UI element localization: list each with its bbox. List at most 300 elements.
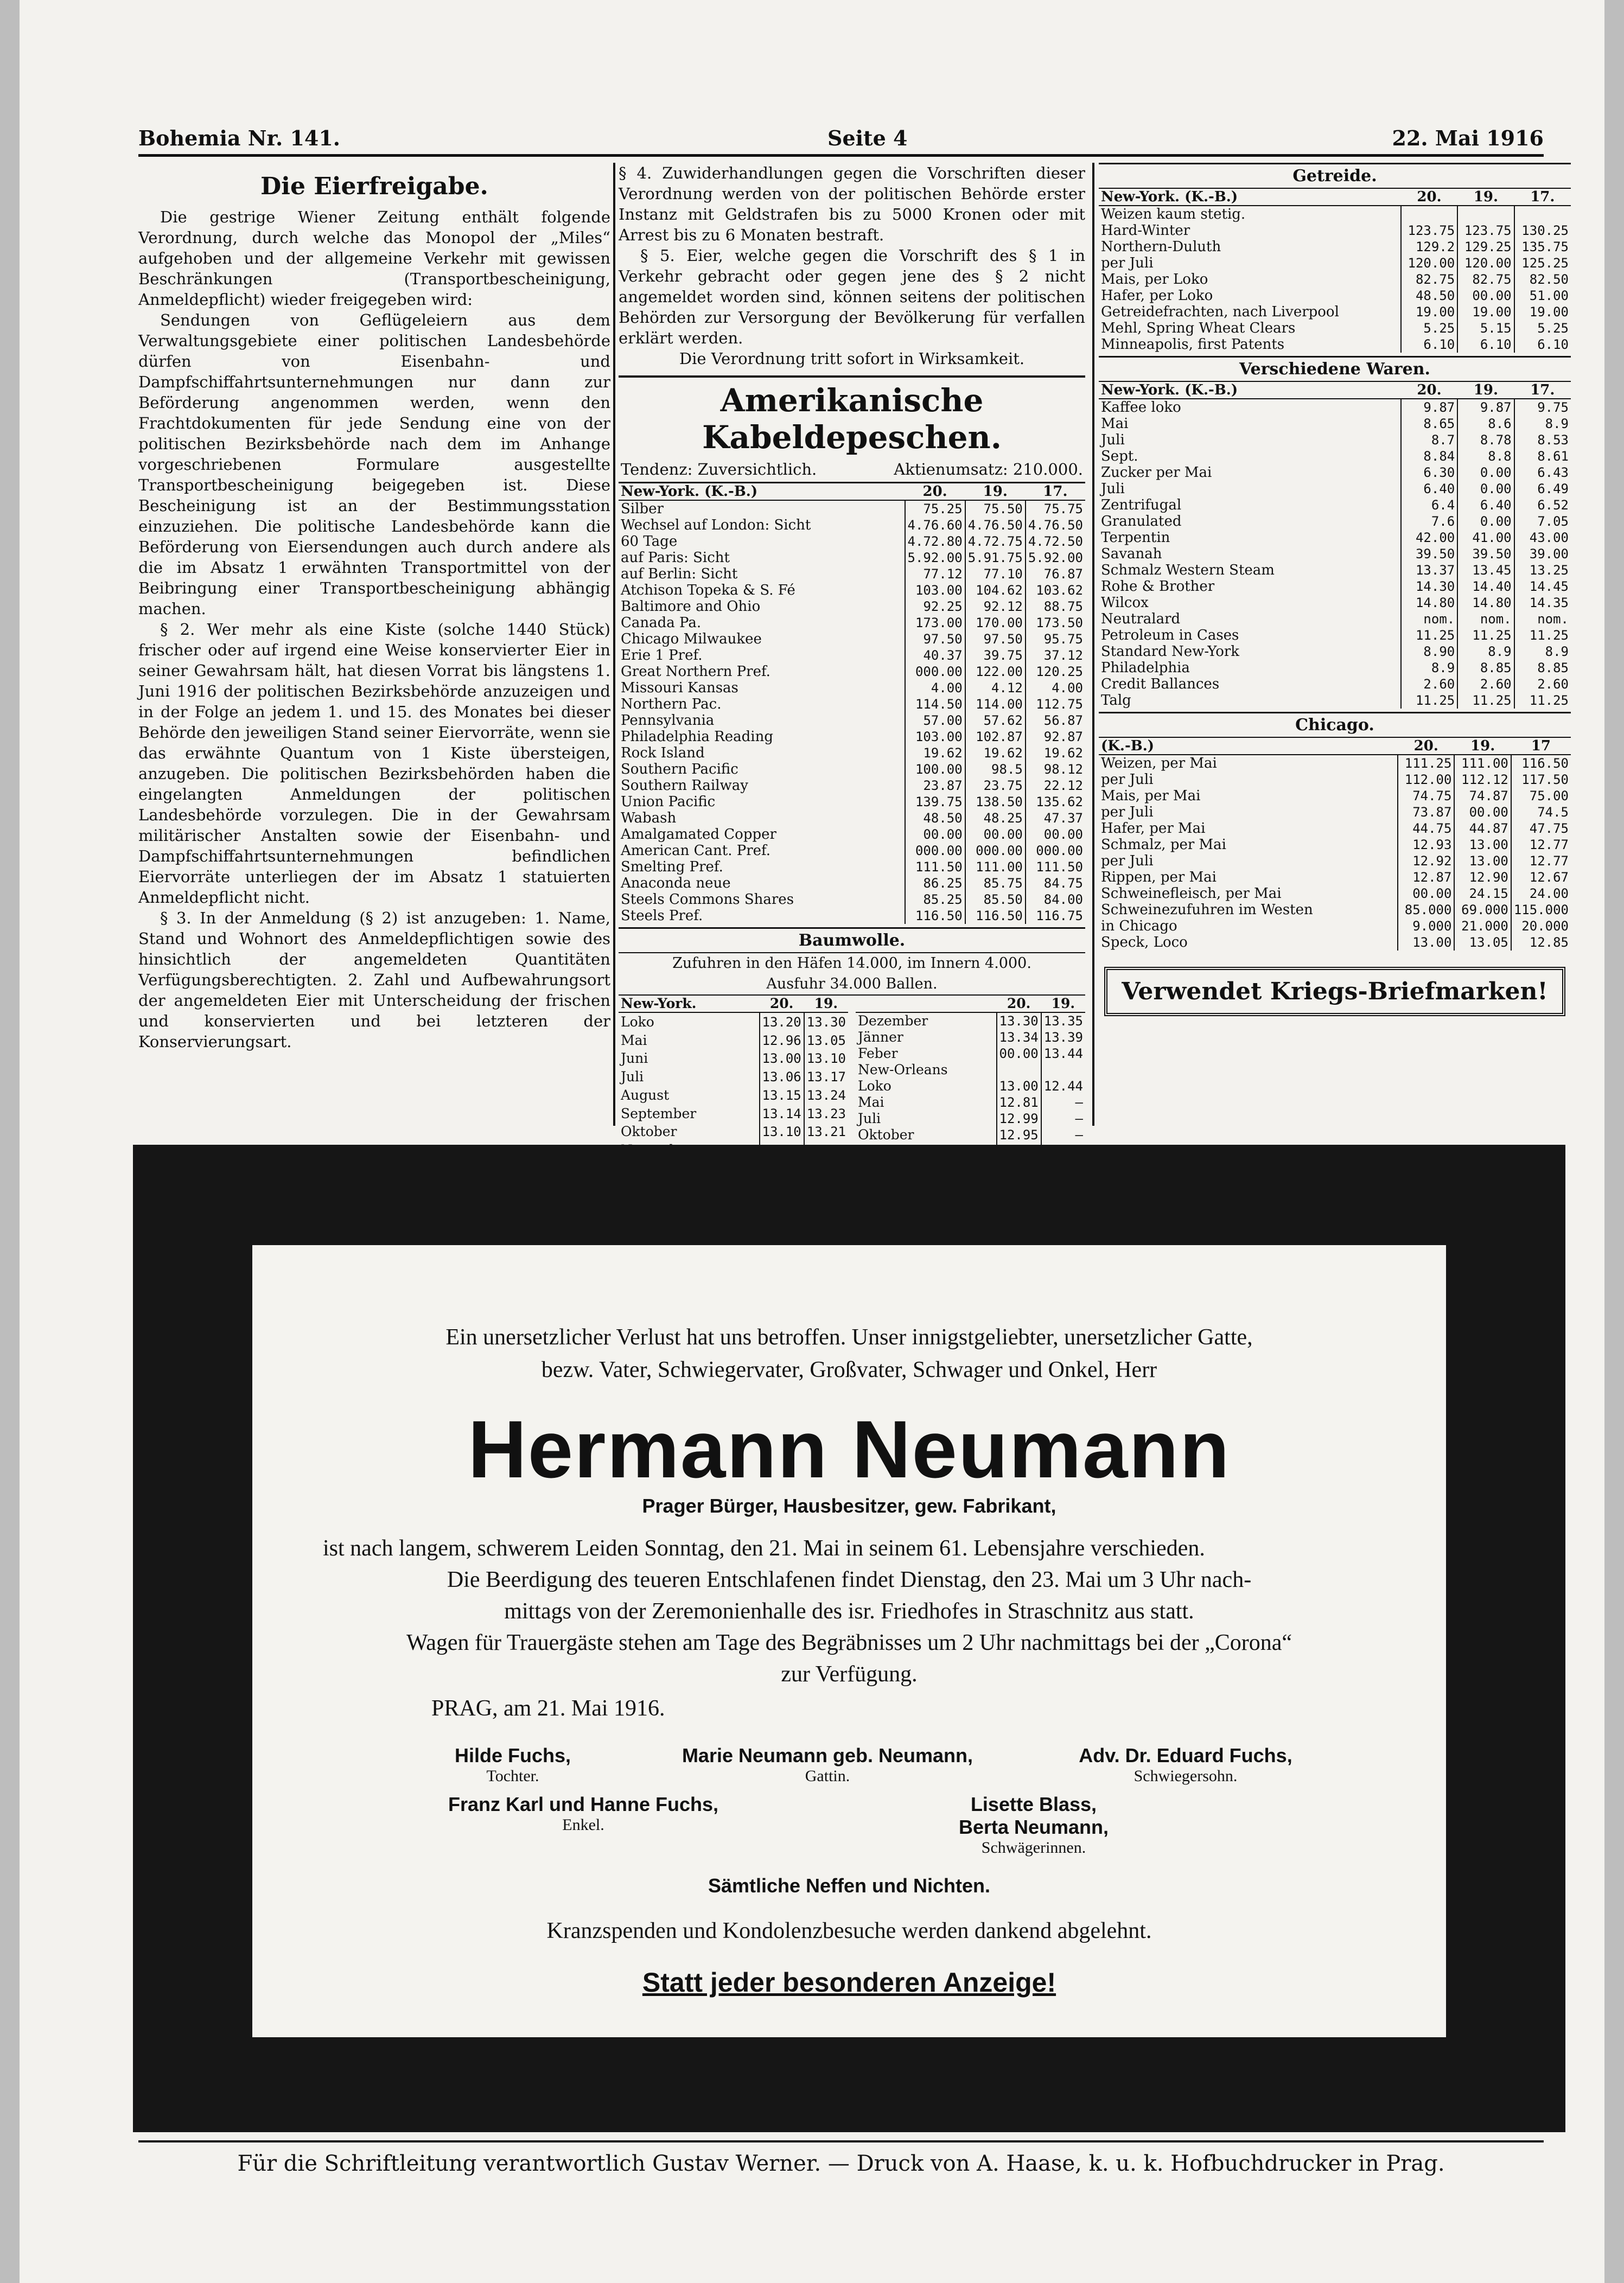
table-row <box>619 859 1085 875</box>
row-value: 13.00 <box>760 1050 804 1068</box>
row-value: 111.00 <box>1454 755 1511 771</box>
row-label: Atchison Topeka & S. Fé <box>621 582 795 598</box>
table-row <box>1099 853 1571 869</box>
row-value: 11.25 <box>1457 692 1514 709</box>
row-value: 39.00 <box>1514 546 1571 562</box>
table-row <box>1099 869 1571 885</box>
row-value: 173.00 <box>905 615 965 631</box>
row-label: September <box>621 1105 697 1121</box>
row-value: 120.00 <box>1457 255 1514 271</box>
row-label: Schweinezufuhren im Westen <box>1101 902 1313 918</box>
signatory-role: Tochter. <box>486 1767 539 1785</box>
table-row <box>1099 595 1571 611</box>
row-value: 39.75 <box>965 647 1026 664</box>
row-value: 5.92.00 <box>905 550 965 566</box>
row-value: 8.90 <box>1401 643 1457 660</box>
signatory-role: Schwiegersohn. <box>1133 1767 1238 1785</box>
row-label: Steels Pref. <box>621 908 703 924</box>
table-row <box>619 1050 848 1068</box>
row-label: Wechsel auf London: Sicht <box>621 517 811 533</box>
header-issue: Bohemia Nr. 141. <box>138 126 341 150</box>
signatory <box>415 1793 752 1834</box>
article-paragraph: § 2. Wer mehr als eine Kiste (solche 1440 Stück) frischer oder auf irgend eine Weise konservierter Eier in seiner Gewahrsam hält, hat diesen Vorrat bis längstens 1. Juni 1916 der politischen Bezirksbehörde anzuzeigen und in der Folge an jedem 1. und 15. des Monates bei dieser Behörde den jeweiligen Stand seiner Eiervorräte, wenn sie das erwähnte Quantum von 1 Kiste übersteigen, anzugeben. Die politischen Bezirksbehörden haben die eingelangten Anmeldungen der politischen Landesbehörde vorzulegen. Die in der Gewahrsam militärischer Anstalten sowie der Eisenbahn- und Dampfschiffahrtsunternehmungen befindlichen Eiervorräte unterliegen der im Absatz 1 statuierten Anmeldepflicht nicht. <box>138 620 610 907</box>
row-value: 8.61 <box>1514 448 1571 464</box>
left-margin-shadow <box>0 0 20 2283</box>
row-value: 112.75 <box>1026 696 1085 712</box>
cable-title: Amerikanische Kabeldepeschen. <box>619 375 1085 456</box>
row-value: 92.87 <box>1026 729 1085 745</box>
row-value: 12.99 <box>997 1111 1041 1127</box>
table-row <box>1099 464 1571 481</box>
table-header-row <box>1099 189 1571 206</box>
row-value: 103.00 <box>905 582 965 598</box>
signatory <box>1045 1744 1327 1785</box>
row-label: Hafer, per Loko <box>1101 288 1213 304</box>
table-row <box>619 680 1085 696</box>
row-value: 4.72.80 <box>905 533 965 550</box>
header-date: 22. Mai 1916 <box>1392 126 1544 150</box>
row-value: 14.30 <box>1401 578 1457 595</box>
row-label: Baltimore and Ohio <box>621 598 761 615</box>
signatory-role: Enkel. <box>562 1816 604 1834</box>
table-row <box>619 615 1085 631</box>
row-label: Zentrifugal <box>1101 497 1182 513</box>
table-row <box>856 1078 1085 1094</box>
table-row <box>1099 481 1571 497</box>
table-row <box>619 1031 848 1050</box>
row-label: New-Orleans <box>858 1062 948 1077</box>
table-row <box>1099 692 1571 709</box>
row-value: 0.00 <box>1457 464 1514 481</box>
table-row <box>619 761 1085 777</box>
row-value: 8.53 <box>1514 432 1571 448</box>
row-label: Mais, per Loko <box>1101 271 1208 288</box>
row-label: Juli <box>1101 481 1125 497</box>
obituary-line: Die Beerdigung des teueren Entschlafenen findet Dienstag, den 23. Mai um 3 Uhr nach- <box>447 1567 1252 1592</box>
table-header-cell: 19. <box>965 483 1026 500</box>
row-value: 4.76.50 <box>1026 517 1085 533</box>
row-value: 135.62 <box>1026 794 1085 810</box>
cotton-table-right <box>856 996 1085 1159</box>
row-value: 12.77 <box>1511 853 1571 869</box>
row-label: per Juli <box>1101 771 1154 788</box>
row-value: 77.10 <box>965 566 1026 582</box>
chicago-table-body <box>1099 755 1571 951</box>
row-value: 114.50 <box>905 696 965 712</box>
table-row <box>1099 271 1571 288</box>
obituary-line: Wagen für Trauergäste stehen am Tage des Begräbnisses um 2 Uhr nachmittags bei der „Corona“ <box>406 1630 1292 1655</box>
row-label: Loko <box>858 1078 891 1094</box>
row-value: 19.00 <box>1401 304 1457 320</box>
row-value: 97.50 <box>965 631 1026 647</box>
stock-table <box>619 483 1085 924</box>
row-label: auf Paris: Sicht <box>621 550 730 566</box>
row-value: 14.35 <box>1514 595 1571 611</box>
signatory <box>252 1874 1446 1897</box>
row-value: 135.75 <box>1514 239 1571 255</box>
table-row <box>619 631 1085 647</box>
cotton-tables <box>619 996 1085 1159</box>
row-value: 00.00 <box>1398 885 1454 902</box>
row-value: 13.20 <box>760 1012 804 1031</box>
obituary-thanks: Kranzspenden und Kondolenzbesuche werden dankend abgelehnt. <box>546 1918 1152 1943</box>
row-label: Mai <box>858 1094 884 1110</box>
table-row <box>619 664 1085 680</box>
row-value <box>1041 1062 1085 1078</box>
table-row <box>619 908 1085 924</box>
row-value: 14.80 <box>1401 595 1457 611</box>
row-value: 13.05 <box>804 1031 848 1050</box>
row-value: 12.67 <box>1511 869 1571 885</box>
row-value: 13.17 <box>804 1068 848 1086</box>
row-value: 116.50 <box>965 908 1026 924</box>
row-value: 14.40 <box>1457 578 1514 595</box>
table-row <box>1099 399 1571 416</box>
table-row <box>619 794 1085 810</box>
row-label: American Cant. Pref. <box>621 843 771 859</box>
row-label: Petroleum in Cases <box>1101 627 1239 643</box>
obituary-intro-line: Ein unersetzlicher Verlust hat uns betroffen. Unser innigstgeliebter, unersetzlicher Gatte, <box>445 1325 1253 1350</box>
row-label: Dezember <box>858 1013 928 1029</box>
goods-table <box>1099 382 1571 709</box>
row-label: Credit Ballances <box>1101 676 1220 692</box>
row-value: 116.50 <box>905 908 965 924</box>
row-value: 129.25 <box>1457 239 1514 255</box>
row-value: 170.00 <box>965 615 1026 631</box>
table-header-cell: 20. <box>905 483 965 500</box>
row-value: 73.87 <box>1398 804 1454 820</box>
row-value: 42.00 <box>1401 530 1457 546</box>
goods-table-body <box>1099 399 1571 709</box>
table-row <box>619 875 1085 891</box>
cotton-line: Ausfuhr 34.000 Ballen. <box>619 974 1085 996</box>
row-value: 103.62 <box>1026 582 1085 598</box>
row-value: 8.78 <box>1457 432 1514 448</box>
row-value: 13.06 <box>760 1068 804 1086</box>
row-label: Juli <box>1101 432 1125 448</box>
row-label: August <box>621 1087 670 1103</box>
row-label: Juli <box>621 1069 644 1085</box>
row-label: Loko <box>621 1013 654 1030</box>
table-row <box>1099 530 1571 546</box>
signatory <box>665 1744 990 1785</box>
table-header-cell: New-York. (K.-B.) <box>1099 382 1401 399</box>
table-row <box>619 1086 848 1105</box>
table-header-row <box>1099 738 1571 755</box>
signatory-name: Adv. Dr. Eduard Fuchs, <box>1079 1744 1292 1767</box>
cotton-line: Zufuhren in den Häfen 14.000, im Innern 4.000. <box>672 955 1031 972</box>
row-value: 125.25 <box>1514 255 1571 271</box>
row-label: Amalgamated Copper <box>621 826 776 843</box>
row-label: Weizen kaum stetig. <box>1101 206 1246 222</box>
row-value: 13.21 <box>804 1123 848 1142</box>
table-row <box>1099 222 1571 239</box>
row-value: 8.9 <box>1514 643 1571 660</box>
row-value: 9.87 <box>1457 399 1514 416</box>
row-value: 123.75 <box>1401 222 1457 239</box>
row-value: 82.75 <box>1401 271 1457 288</box>
table-header-cell: 19. <box>1457 189 1514 206</box>
obituary-line: zur Verfügung. <box>781 1662 918 1687</box>
row-value: 40.37 <box>905 647 965 664</box>
row-value: 2.60 <box>1514 676 1571 692</box>
obituary-notice <box>252 1245 1446 2037</box>
table-row <box>1099 513 1571 530</box>
goods-title: Verschiedene Waren. <box>1099 356 1571 382</box>
row-value: 75.50 <box>965 500 1026 517</box>
row-value: 84.00 <box>1026 891 1085 908</box>
table-header-cell: 20. <box>1398 738 1454 755</box>
row-value: 74.87 <box>1454 788 1511 804</box>
table-row <box>1099 755 1571 771</box>
row-value: 104.62 <box>965 582 1026 598</box>
row-value: 00.00 <box>1457 288 1514 304</box>
table-row <box>619 500 1085 517</box>
cotton-left-body <box>619 1012 848 1159</box>
row-value: 75.25 <box>905 500 965 517</box>
row-label: Sept. <box>1101 448 1138 464</box>
signatory-name: Lisette Blass, <box>970 1793 1097 1815</box>
table-row <box>1099 660 1571 676</box>
table-row <box>856 1029 1085 1045</box>
table-header-cell: 19. <box>1457 382 1514 399</box>
table-row <box>619 533 1085 550</box>
table-row <box>1099 918 1571 934</box>
row-value: 5.25 <box>1401 320 1457 336</box>
cable-tendency <box>619 459 1085 483</box>
article-paragraph: § 3. In der Anmeldung (§ 2) ist anzugeben: 1. Name, Stand und Wohnort des Anmeldepflichtigen sowie des hinsichtlich der angemeldeten Quantitäten Verfügungsberechtigten. 2. Zahl und Aufbewahrungsort der angemeldeten Eier mit Unterscheidung der frischen und konservierten und bei letzteren der Konservierungsart. <box>138 909 610 1051</box>
row-value: 4.00 <box>1026 680 1085 696</box>
table-header-row <box>619 483 1085 500</box>
row-value: nom. <box>1457 611 1514 627</box>
table-row <box>619 891 1085 908</box>
row-value: 00.00 <box>997 1045 1041 1062</box>
table-row <box>619 647 1085 664</box>
row-value: 12.44 <box>1041 1078 1085 1094</box>
row-value: 76.87 <box>1026 566 1085 582</box>
row-value: 74.5 <box>1511 804 1571 820</box>
row-value: 8.6 <box>1457 416 1514 432</box>
table-row <box>1099 676 1571 692</box>
row-value: 8.9 <box>1514 416 1571 432</box>
row-label: Mai <box>1101 416 1129 432</box>
table-row <box>1099 288 1571 304</box>
row-value: 129.2 <box>1401 239 1457 255</box>
row-value: 9.87 <box>1401 399 1457 416</box>
row-value: 13.23 <box>804 1105 848 1123</box>
war-stamps-banner: Verwendet Kriegs-Briefmarken! <box>1104 967 1565 1016</box>
row-value: 6.49 <box>1514 481 1571 497</box>
row-value: 12.85 <box>1511 934 1571 951</box>
table-row <box>619 1123 848 1142</box>
row-value: 12.87 <box>1398 869 1454 885</box>
signatory-role: Gattin. <box>805 1767 850 1785</box>
row-value: 4.72.75 <box>965 533 1026 550</box>
table-header-row <box>856 996 1085 1012</box>
row-value: 4.76.60 <box>905 517 965 533</box>
row-value: nom. <box>1514 611 1571 627</box>
table-row <box>1099 902 1571 918</box>
table-row <box>1099 546 1571 562</box>
row-value: 39.50 <box>1401 546 1457 562</box>
table-row <box>1099 804 1571 820</box>
commodities-column <box>1099 163 1571 1123</box>
signatory-name: Berta Neumann, <box>958 1816 1109 1838</box>
row-value: 56.87 <box>1026 712 1085 729</box>
row-value: 13.39 <box>1041 1029 1085 1045</box>
row-value: 85.50 <box>965 891 1026 908</box>
cotton-table-left <box>619 996 848 1159</box>
row-value: 13.34 <box>997 1029 1041 1045</box>
row-value: 88.75 <box>1026 598 1085 615</box>
article-paragraph: Die Verordnung tritt sofort in Wirksamkeit. <box>679 349 1025 368</box>
table-row <box>1099 788 1571 804</box>
row-label: auf Berlin: Sicht <box>621 566 738 582</box>
row-label: Rippen, per Mai <box>1101 869 1217 885</box>
row-value: 82.75 <box>1457 271 1514 288</box>
table-row <box>1099 336 1571 353</box>
table-header-cell: 17. <box>1514 189 1571 206</box>
row-value: 6.4 <box>1401 497 1457 513</box>
row-value: 9.000 <box>1398 918 1454 934</box>
row-value: 20.000 <box>1511 918 1571 934</box>
header-page-number: Seite 4 <box>827 126 908 150</box>
row-label: per Juli <box>1101 804 1154 820</box>
row-value: 139.75 <box>905 794 965 810</box>
row-value: 138.50 <box>965 794 1026 810</box>
table-header-cell: 17. <box>1026 483 1085 500</box>
row-value: 000.00 <box>905 843 965 859</box>
row-value: 13.44 <box>1041 1045 1085 1062</box>
tendency-label: Tendenz: Zuversichtlich. <box>621 460 817 479</box>
row-value: 19.62 <box>965 745 1026 761</box>
row-value: 13.05 <box>1454 934 1511 951</box>
row-value: 6.52 <box>1514 497 1571 513</box>
grain-table-body <box>1099 206 1571 353</box>
table-row <box>619 1105 848 1123</box>
row-value: 14.80 <box>1457 595 1514 611</box>
table-row <box>1099 416 1571 432</box>
row-value: 4.00 <box>905 680 965 696</box>
row-value <box>1401 206 1457 222</box>
row-value: 111.25 <box>1398 755 1454 771</box>
row-label: Talg <box>1101 692 1131 709</box>
article-paragraph: § 4. Zuwiderhandlungen gegen die Vorschriften dieser Verordnung werden von der politischen Behörde erster Instanz mit Geldstrafen bis zu 5000 Kronen oder mit Arrest bis zu 6 Monaten bestraft. <box>619 164 1085 244</box>
row-value: 9.75 <box>1514 399 1571 416</box>
row-value: 111.50 <box>1026 859 1085 875</box>
signatory <box>893 1793 1175 1857</box>
row-value: 48.25 <box>965 810 1026 826</box>
row-value: 22.12 <box>1026 777 1085 794</box>
row-label: Schweinefleisch, per Mai <box>1101 885 1282 902</box>
signatory <box>415 1744 610 1785</box>
table-header-cell: 20. <box>760 996 804 1012</box>
row-value: 47.75 <box>1511 820 1571 837</box>
row-value: 48.50 <box>1401 288 1457 304</box>
row-value: 98.5 <box>965 761 1026 777</box>
row-value: 6.43 <box>1514 464 1571 481</box>
row-value: 12.96 <box>760 1031 804 1050</box>
table-header-cell: New-York. (K.-B.) <box>619 483 905 500</box>
row-value: 00.00 <box>1026 826 1085 843</box>
row-value: 13.45 <box>1457 562 1514 578</box>
article-paragraph: Sendungen von Geflügeleiern aus dem Verwaltungsgebiete einer politischen Landesbehörde dürfen von Eisenbahn- und Dampfschiffahrtsunternehmungen nur dann zur Beförderung angenommen werden, wenn den Frachtdokumenten für jede Sendung eine von der politischen Bezirksbehörde nach dem im Anhange vorgeschriebenen Formulare ausgestellte Transportbescheinigung beigegeben ist. Diese Bescheinigung ist an der Bestimmungsstation einzuziehen. Die politische Landesbehörde kann die Beförderung von Eiersendungen auch durch andere als die im Absatz 1 erwähnten Transportmittel von der Beibringung einer Transportbescheinigung abhängig machen. <box>138 311 610 618</box>
table-row <box>619 517 1085 533</box>
row-value: 85.75 <box>965 875 1026 891</box>
row-value: 13.30 <box>997 1012 1041 1029</box>
row-value: 19.62 <box>1026 745 1085 761</box>
row-value: 11.25 <box>1401 692 1457 709</box>
row-label: Hard-Winter <box>1101 222 1190 239</box>
obituary-intro-line: bezw. Vater, Schwiegervater, Großvater, Schwager und Onkel, Herr <box>541 1357 1157 1382</box>
row-label: Oktober <box>858 1127 914 1143</box>
row-label: per Juli <box>1101 255 1154 271</box>
row-label: Standard New-York <box>1101 643 1240 660</box>
row-value: — <box>1041 1111 1085 1127</box>
grain-table <box>1099 189 1571 353</box>
table-row <box>1099 934 1571 951</box>
row-value: 5.91.75 <box>965 550 1026 566</box>
row-label: Speck, Loco <box>1101 934 1188 951</box>
row-value: 8.8 <box>1457 448 1514 464</box>
deceased-description: Prager Bürger, Hausbesitzer, gew. Fabrikant, <box>642 1495 1056 1517</box>
row-value: 0.00 <box>1457 513 1514 530</box>
table-header-row <box>1099 382 1571 399</box>
obituary-place-date: PRAG, am 21. Mai 1916. <box>431 1696 665 1721</box>
table-row <box>1099 304 1571 320</box>
table-row <box>1099 771 1571 788</box>
row-value: nom. <box>1401 611 1457 627</box>
obituary-intro <box>252 1321 1446 1386</box>
table-row <box>619 729 1085 745</box>
table-header-cell: New-York. <box>619 996 760 1012</box>
row-value: 123.75 <box>1457 222 1514 239</box>
row-value: 6.10 <box>1457 336 1514 353</box>
row-value: 24.15 <box>1454 885 1511 902</box>
row-value: 120.25 <box>1026 664 1085 680</box>
row-value: 19.62 <box>905 745 965 761</box>
row-value: 14.45 <box>1514 578 1571 595</box>
table-row <box>1099 578 1571 595</box>
row-value: 44.75 <box>1398 820 1454 837</box>
row-value: 6.30 <box>1401 464 1457 481</box>
row-value: 92.12 <box>965 598 1026 615</box>
row-label: Southern Railway <box>621 777 748 794</box>
row-value: 11.25 <box>1457 627 1514 643</box>
article-paragraph: § 5. Eier, welche gegen die Vorschrift des § 1 in Verkehr gebracht oder gegen jene des § 2 nicht angemeldet worden sind, können seitens der politischen Behörden zur Versorgung der Bevölkerung für verfallen erklärt werden. <box>619 246 1085 347</box>
row-value: 8.65 <box>1401 416 1457 432</box>
row-value: 00.00 <box>905 826 965 843</box>
row-value: 100.00 <box>905 761 965 777</box>
table-header-cell: 19. <box>1454 738 1511 755</box>
table-row <box>1099 255 1571 271</box>
row-value: 82.50 <box>1514 271 1571 288</box>
row-label: Jänner <box>858 1029 903 1045</box>
table-row <box>856 1045 1085 1062</box>
row-value: 84.75 <box>1026 875 1085 891</box>
row-label: Anaconda neue <box>621 875 731 891</box>
row-value: 13.00 <box>1398 934 1454 951</box>
cotton-title: Baumwolle. <box>619 927 1085 953</box>
row-value: 85.000 <box>1398 902 1454 918</box>
row-value: 95.75 <box>1026 631 1085 647</box>
page-header <box>138 126 1544 157</box>
signatory-name: Franz Karl und Hanne Fuchs, <box>448 1793 719 1815</box>
table-row <box>619 598 1085 615</box>
row-label: Wilcox <box>1101 595 1149 611</box>
row-value: 13.24 <box>804 1086 848 1105</box>
row-label: Rohe & Brother <box>1101 578 1215 595</box>
